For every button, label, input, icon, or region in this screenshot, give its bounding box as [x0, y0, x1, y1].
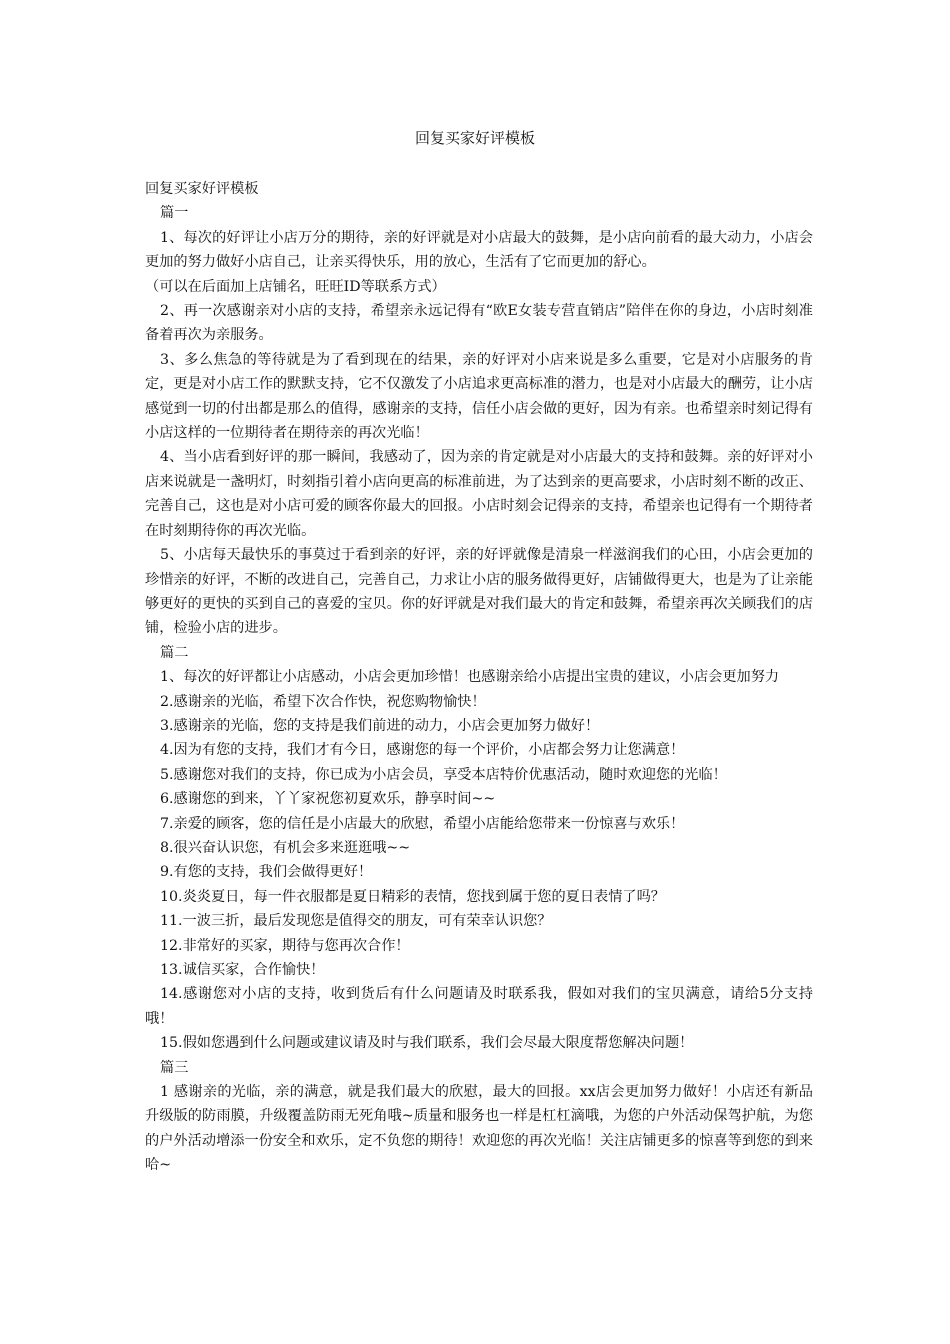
- document-paragraph: 1、每次的好评都让小店感动，小店会更加珍惜！也感谢亲给小店提出宝贵的建议，小店会更加努力: [160, 669, 780, 686]
- document-paragraph: 2、再一次感谢亲对小店的支持，希望亲永远记得有“欧E女装专营直销店”陪伴在你的身边，小店时刻准备着再次为亲服务。: [145, 303, 813, 344]
- document-paragraph: 6.感谢您的到来，丫丫家祝您初夏欢乐，静享时间~~: [160, 791, 496, 808]
- document-paragraph: 8.很兴奋认识您，有机会多来逛逛哦~~: [160, 839, 411, 856]
- document-paragraph: 14.感谢您对小店的支持，收到货后有什么问题请及时联系我，假如对我们的宝贝满意，请给5分支持哦！: [145, 986, 813, 1027]
- document-paragraph: 13.诚信买家，合作愉快！: [160, 962, 325, 978]
- document-paragraph: 5.感谢您对我们的支持，你已成为小店会员，享受本店特价优惠活动，随时欢迎您的光临！: [160, 766, 727, 783]
- document-paragraph: 篇三: [160, 1059, 189, 1076]
- document-paragraph: 3、多么焦急的等待就是为了看到现在的结果，亲的好评对小店来说是多么重要，它是对小店服务的肯定，更是对小店工作的默默支持，它不仅激发了小店追求更高标准的潜力，也是对小店最大的酬劳，让小店感觉到一切的付出都是那么的值得，感谢亲的支持，信任小店会做的更好，因为有亲。也希望亲时刻记得有小店这样的一位期待者在期待亲的再次光临！: [145, 351, 813, 442]
- document-paragraph: 12.非常好的买家，期待与您再次合作！: [160, 937, 410, 954]
- document-paragraph: 5、小店每天最快乐的事莫过于看到亲的好评，亲的好评就像是清泉一样滋润我们的心田，小店会更加的珍惜亲的好评，不断的改进自己，完善自己，力求让小店的服务做得更好，店铺做得更大，也是为了让亲能够更好的更快的买到自己的喜爱的宝贝。你的好评就是对我们最大的肯定和鼓舞，希望亲再次关顾我们的店铺，检验小店的进步。: [145, 547, 813, 637]
- document-heading: 回复买家好评模板: [145, 181, 259, 197]
- page-title: 回复买家好评模板: [414, 129, 535, 147]
- document-paragraph: 4、当小店看到好评的那一瞬间，我感动了，因为亲的肯定就是对小店最大的支持和鼓舞。亲的好评对小店来说就是一盏明灯，时刻指引着小店向更高的标准前进，为了达到亲的更高要求，小店时刻不断的改正、完善自己，这也是对小店可爱的顾客你最大的回报。小店时刻会记得亲的支持，希望亲也记得有一个期待者在时刻期待你的再次光临。: [145, 449, 813, 539]
- document-paragraph: 2.感谢亲的光临，希望下次合作快，祝您购物愉快！: [160, 693, 486, 710]
- document-paragraph: 3.感谢亲的光临，您的支持是我们前进的动力，小店会更加努力做好！: [160, 717, 600, 734]
- document-paragraph: 4.因为有您的支持，我们才有今日，感谢您的每一个评价，小店都会努力让您满意！: [160, 742, 685, 759]
- document-paragraph: （可以在后面加上店铺名，旺旺ID等联系方式）: [145, 278, 446, 295]
- document-paragraph: 10.炎炎夏日，每一件衣服都是夏日精彩的表情，您找到属于您的夏日表情了吗？: [160, 888, 665, 905]
- document-paragraph: 7.亲爱的顾客，您的信任是小店最大的欣慰，希望小店能给您带来一份惊喜与欢乐！: [160, 815, 685, 832]
- document-body: [145, 177, 813, 1178]
- document-paragraph: 15.假如您遇到什么问题或建议请及时与我们联系，我们会尽最大限度帮您解决问题！: [160, 1035, 694, 1052]
- document-paragraph: 篇二: [160, 644, 189, 661]
- document-paragraph: 1、每次的好评让小店万分的期待，亲的好评就是对小店最大的鼓舞，是小店向前看的最大动力，小店会更加的努力做好小店自己，让亲买得快乐，用的放心，生活有了它而更加的舒心。: [145, 229, 813, 271]
- document-paragraph: 1 感谢亲的光临，亲的满意，就是我们最大的欣慰，最大的回报。xx店会更加努力做好！小店还有新品升级版的防雨膜，升级覆盖防雨无死角哦~质量和服务也一样是杠杠滴哦，为您的户外活动保驾护航，为您的户外活动增添一份安全和欢乐，定不负您的期待！欢迎您的再次光临！关注店铺更多的惊喜等到您的到来哈~: [145, 1084, 813, 1174]
- document-paragraph: 11.一波三折，最后发现您是值得交的朋友，可有荣幸认识您？: [160, 913, 552, 930]
- document-paragraph: 篇一: [160, 205, 189, 222]
- document-paragraph: 9.有您的支持，我们会做得更好！: [160, 864, 373, 881]
